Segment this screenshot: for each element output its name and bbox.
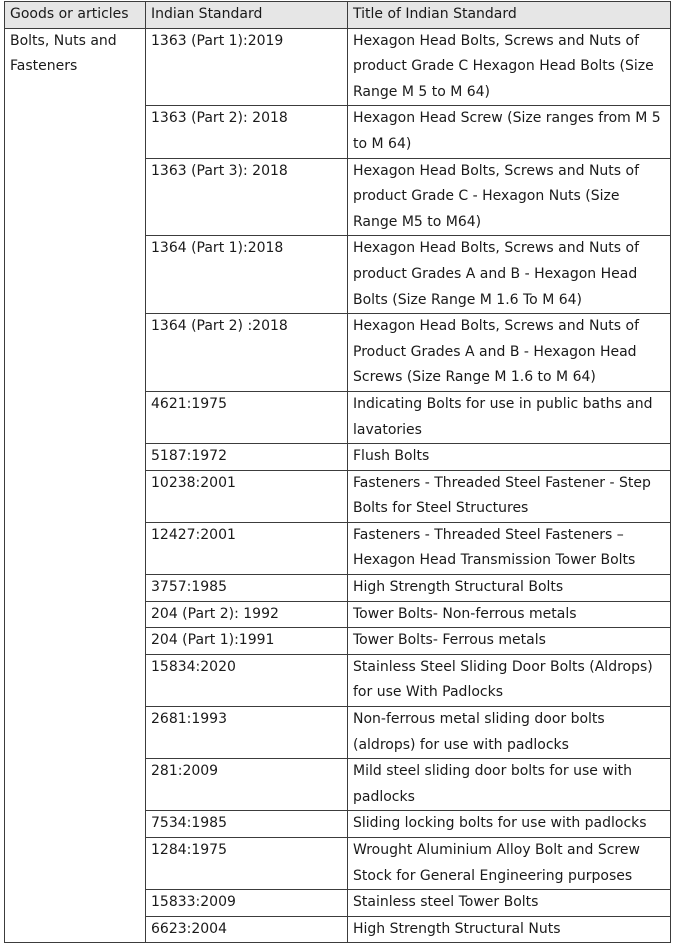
standard-cell: 1363 (Part 2): 2018 [146,106,348,158]
standard-cell: 281:2009 [146,759,348,811]
title-cell: Hexagon Head Bolts, Screws and Nuts of product Grades A and B - Hexagon Head Bolts (Size Range M 1.6 To M 64) [348,236,671,314]
title-cell: Fasteners - Threaded Steel Fasteners – Hexagon Head Transmission Tower Bolts [348,522,671,574]
title-cell: Non-ferrous metal sliding door bolts (aldrops) for use with padlocks [348,707,671,759]
table-body [5,28,671,943]
title-cell: Fasteners - Threaded Steel Fastener - Step Bolts for Steel Structures [348,470,671,522]
goods-cell: Bolts, Nuts and Fasteners [5,28,146,943]
title-cell: Hexagon Head Screw (Size ranges from M 5 to M 64) [348,106,671,158]
title-cell: High Strength Structural Bolts [348,575,671,602]
standard-cell: 7534:1985 [146,811,348,838]
table-row [5,28,671,106]
standard-cell: 1284:1975 [146,838,348,890]
title-cell: Tower Bolts- Non-ferrous metals [348,601,671,628]
title-cell: Sliding locking bolts for use with padlocks [348,811,671,838]
title-cell: Wrought Aluminium Alloy Bolt and Screw Stock for General Engineering purposes [348,838,671,890]
standard-cell: 1363 (Part 1):2019 [146,28,348,106]
title-cell: Stainless steel Tower Bolts [348,890,671,917]
standard-cell: 3757:1985 [146,575,348,602]
standard-cell: 1364 (Part 2) :2018 [146,314,348,392]
title-cell: Indicating Bolts for use in public baths and lavatories [348,391,671,443]
standard-cell: 204 (Part 2): 1992 [146,601,348,628]
standards-table [4,1,671,943]
standard-cell: 12427:2001 [146,522,348,574]
title-cell: Tower Bolts- Ferrous metals [348,628,671,655]
standard-cell: 1364 (Part 1):2018 [146,236,348,314]
header-row [5,2,671,29]
standard-cell: 15834:2020 [146,654,348,706]
header-goods: Goods or articles [5,2,146,29]
title-cell: Hexagon Head Bolts, Screws and Nuts of Product Grades A and B - Hexagon Head Screws (Size Range M 1.6 to M 64) [348,314,671,392]
title-cell: Mild steel sliding door bolts for use with padlocks [348,759,671,811]
standard-cell: 2681:1993 [146,707,348,759]
title-cell: Flush Bolts [348,444,671,471]
standard-cell: 5187:1972 [146,444,348,471]
header-standard: Indian Standard [146,2,348,29]
standard-cell: 204 (Part 1):1991 [146,628,348,655]
standard-cell: 1363 (Part 3): 2018 [146,158,348,236]
standard-cell: 15833:2009 [146,890,348,917]
standard-cell: 6623:2004 [146,916,348,943]
header-title: Title of Indian Standard [348,2,671,29]
title-cell: Hexagon Head Bolts, Screws and Nuts of product Grade C - Hexagon Nuts (Size Range M5 to M64) [348,158,671,236]
standard-cell: 10238:2001 [146,470,348,522]
standard-cell: 4621:1975 [146,391,348,443]
title-cell: Stainless Steel Sliding Door Bolts (Aldrops) for use With Padlocks [348,654,671,706]
title-cell: High Strength Structural Nuts [348,916,671,943]
title-cell: Hexagon Head Bolts, Screws and Nuts of product Grade C Hexagon Head Bolts (Size Range M 5 to M 64) [348,28,671,106]
